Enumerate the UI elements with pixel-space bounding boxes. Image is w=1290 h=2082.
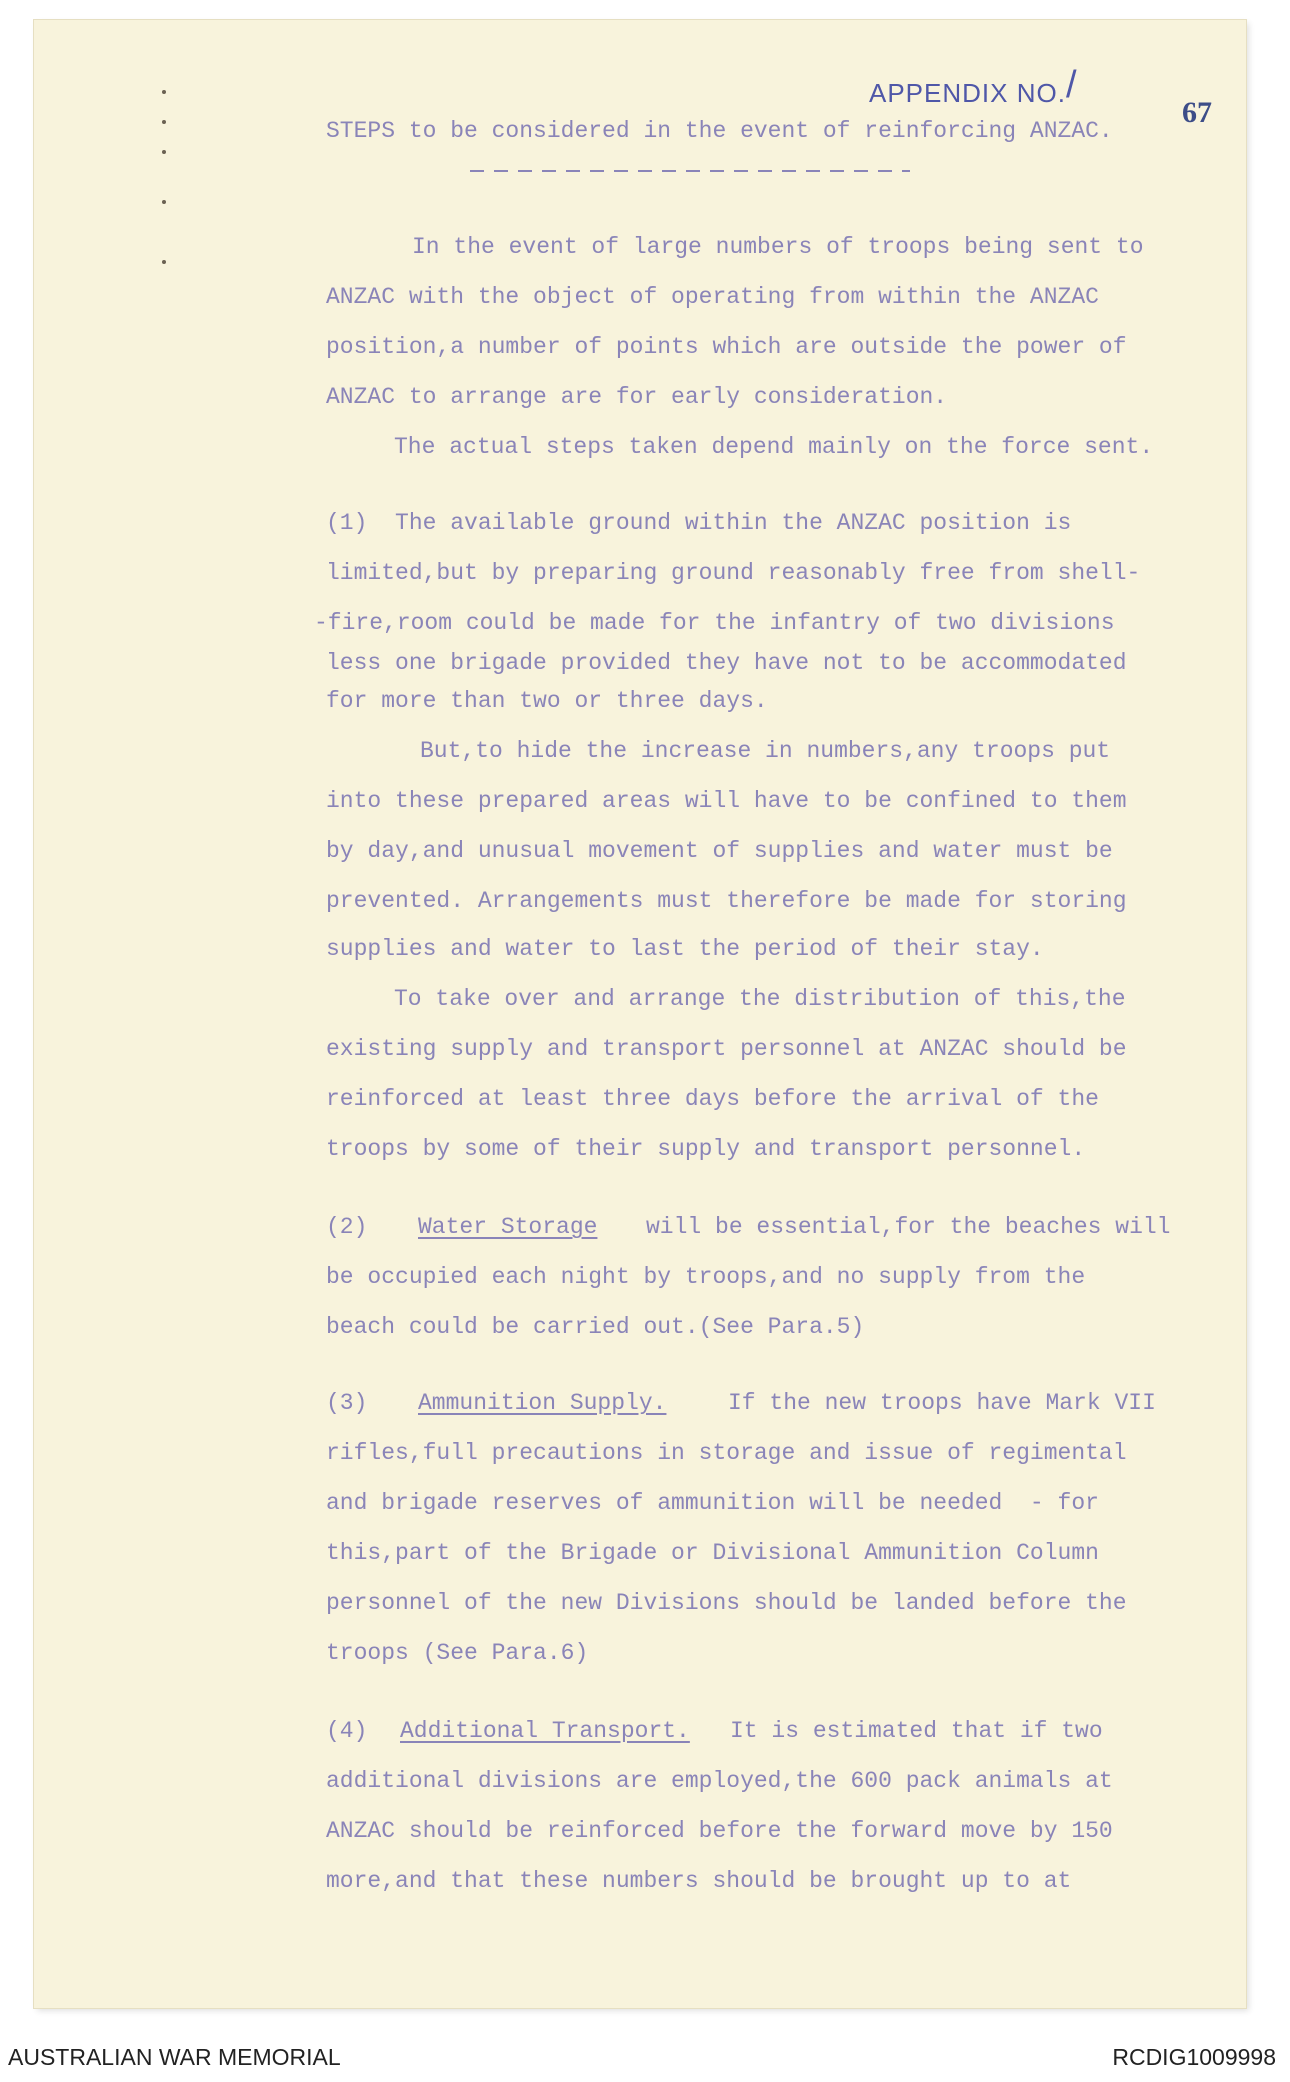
para1-line: into these prepared areas will have to be confined to them [326, 788, 1127, 814]
para4-line: ANZAC should be reinforced before the forward move by 150 [326, 1818, 1113, 1844]
para1-line: troops by some of their supply and transport personnel. [326, 1136, 1086, 1162]
para4-number: (4) [326, 1718, 368, 1744]
para3-line: personnel of the new Divisions should be landed before the [326, 1590, 1127, 1616]
appendix-stamp: APPENDIX NO. [869, 78, 1066, 108]
para2-line: beach could be carried out.(See Para.5) [326, 1314, 865, 1340]
document-heading: STEPS to be considered in the event of reinforcing ANZAC. [326, 118, 1113, 144]
para2-title: Water Storage [418, 1214, 598, 1240]
para2-line: be occupied each night by troops,and no supply from the [326, 1264, 1086, 1290]
para3-line: If the new troops have Mark VII [728, 1390, 1156, 1416]
intro-line: ANZAC with the object of operating from within the ANZAC [326, 284, 1099, 310]
document-page [34, 20, 1246, 2008]
para3-line: rifles,full precautions in storage and issue of regimental [326, 1440, 1127, 1466]
intro-line: position,a number of points which are outside the power of [326, 334, 1127, 360]
para3-line: and brigade reserves of ammunition will be needed - for [326, 1490, 1099, 1516]
para1-line: -fire,room could be made for the infantry of two divisions [314, 610, 1115, 636]
para1-line: (1) The available ground within the ANZAC position is [326, 510, 1072, 536]
para1-line: To take over and arrange the distribution of this,the [394, 986, 1126, 1012]
heading-underline [470, 170, 910, 172]
para4-title: Additional Transport. [400, 1718, 690, 1744]
footer-institution: AUSTRALIAN WAR MEMORIAL [8, 2044, 341, 2070]
para3-number: (3) [326, 1390, 368, 1416]
intro-line: In the event of large numbers of troops being sent to [412, 234, 1144, 260]
para2-line: will be essential,for the beaches will [646, 1214, 1171, 1240]
para4-line: more,and that these numbers should be brought up to at [326, 1868, 1072, 1894]
para1-line: But,to hide the increase in numbers,any troops put [420, 738, 1111, 764]
intro-line: The actual steps taken depend mainly on the force sent. [394, 434, 1154, 460]
para3-line: this,part of the Brigade or Divisional Ammunition Column [326, 1540, 1099, 1566]
appendix-number: / [1066, 64, 1077, 106]
para1-line: supplies and water to last the period of their stay. [326, 936, 1044, 962]
para1-line: less one brigade provided they have not to be accommodated [326, 650, 1127, 676]
para1-line: by day,and unusual movement of supplies and water must be [326, 838, 1113, 864]
para1-line: prevented. Arrangements must therefore be made for storing [326, 888, 1127, 914]
para2-number: (2) [326, 1214, 368, 1240]
para1-line: limited,but by preparing ground reasonably free from shell- [326, 560, 1141, 586]
footer-record-id: RCDIG1009998 [1112, 2044, 1276, 2070]
para4-line: additional divisions are employed,the 600 pack animals at [326, 1768, 1113, 1794]
binding-holes [162, 90, 176, 290]
para1-line: for more than two or three days. [326, 688, 768, 714]
para3-title: Ammunition Supply. [418, 1390, 667, 1416]
intro-line: ANZAC to arrange are for early consideration. [326, 384, 948, 410]
para1-line: reinforced at least three days before the arrival of the [326, 1086, 1099, 1112]
para4-line: It is estimated that if two [730, 1718, 1103, 1744]
para1-line: existing supply and transport personnel at ANZAC should be [326, 1036, 1127, 1062]
page-number: 67 [1182, 96, 1212, 129]
para3-line: troops (See Para.6) [326, 1640, 589, 1666]
